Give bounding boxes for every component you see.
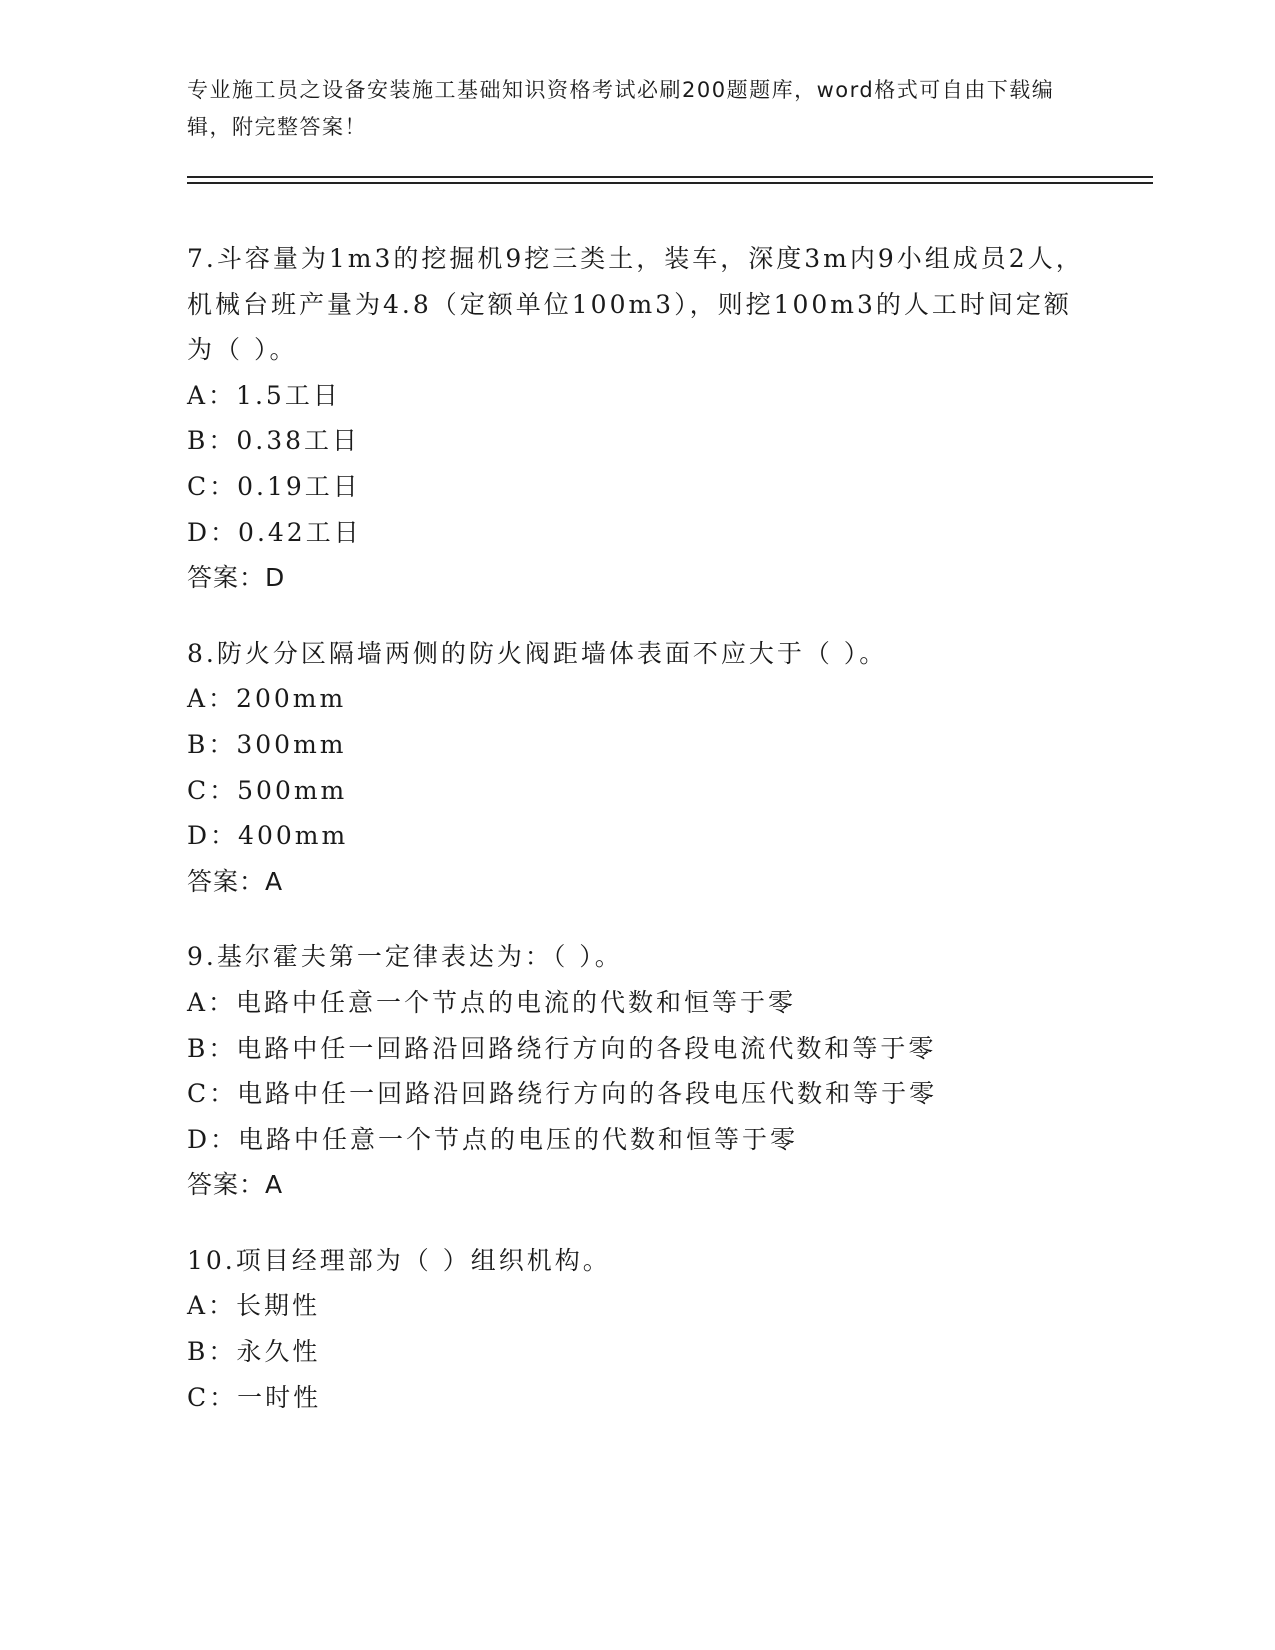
option-c: C：电路中任一回路沿回路绕行方向的各段电压代数和等于零 xyxy=(187,1079,938,1109)
option-a: A：200mm xyxy=(187,684,347,714)
option-c: C：一时性 xyxy=(187,1382,322,1412)
option-a: A：长期性 xyxy=(187,1291,321,1321)
question-8 xyxy=(187,631,1087,905)
option-a: A：1.5工日 xyxy=(187,380,341,410)
option-c: C：0.19工日 xyxy=(187,471,361,501)
header-divider-top xyxy=(187,176,1153,178)
question-stem: 10.项目经理部为（ ）组织机构。 xyxy=(187,1245,611,1275)
option-c: C：500mm xyxy=(187,775,348,805)
option-d: D：400mm xyxy=(187,821,349,851)
question-stem: 8.防火分区隔墙两侧的防火阀距墙体表面不应大于（ ）。 xyxy=(187,638,888,668)
option-b: B：电路中任一回路沿回路绕行方向的各段电流代数和等于零 xyxy=(187,1033,937,1063)
option-b: B：300mm xyxy=(187,729,347,759)
answer: 答案：A xyxy=(187,866,284,896)
question-9 xyxy=(187,934,1087,1208)
question-stem: 9.基尔霍夫第一定律表达为：（ ）。 xyxy=(187,942,623,972)
option-d: D：电路中任意一个节点的电压的代数和恒等于零 xyxy=(187,1124,799,1154)
question-7 xyxy=(187,236,1087,601)
option-a: A：电路中任意一个节点的电流的代数和恒等于零 xyxy=(187,987,797,1017)
option-b: B：0.38工日 xyxy=(187,426,361,456)
option-d: D：0.42工日 xyxy=(187,517,362,547)
option-b: B：永久性 xyxy=(187,1337,321,1367)
answer: 答案：A xyxy=(187,1170,284,1200)
header-divider-bottom xyxy=(187,182,1153,184)
answer: 答案：D xyxy=(187,563,286,593)
document-header: 专业施工员之设备安装施工基础知识资格考试必刷200题题库，word格式可自由下载编辑，附完整答案！ xyxy=(187,78,1055,139)
question-list xyxy=(187,236,1087,1450)
question-stem: 7.斗容量为1m3的挖掘机9挖三类土，装车，深度3m内9小组成员2人，机械台班产量为4.8（定额单位100m3），则挖100m3的人工时间定额为（ ）。 xyxy=(187,244,1084,365)
question-10 xyxy=(187,1238,1087,1420)
